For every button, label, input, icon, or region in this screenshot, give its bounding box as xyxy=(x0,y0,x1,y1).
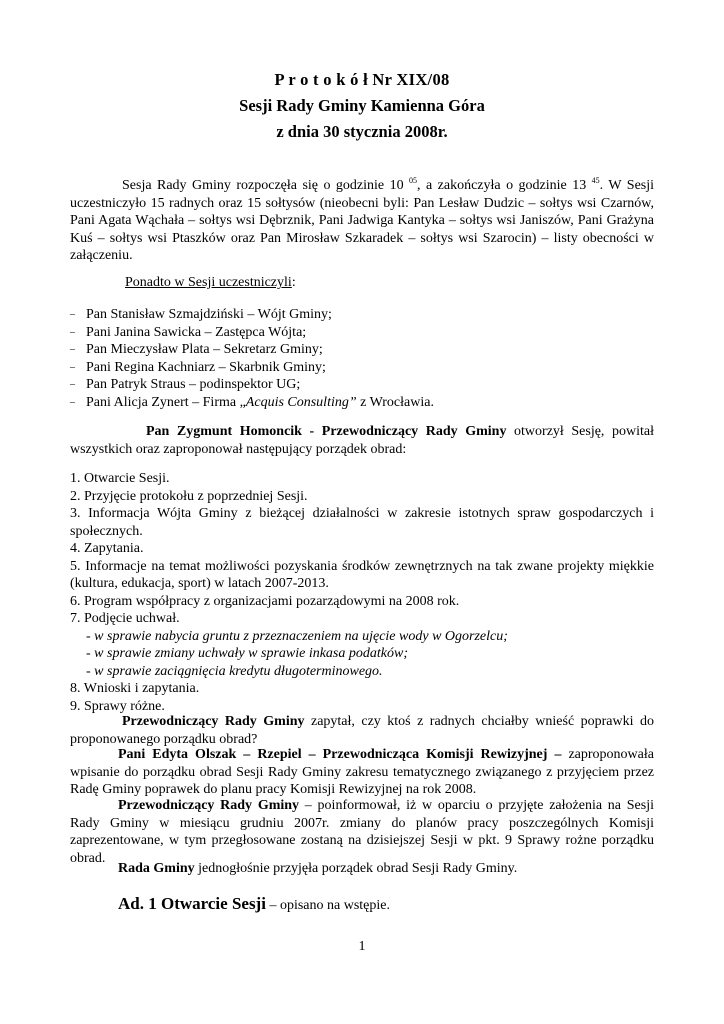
discussion-paragraph: Przewodniczący Rady Gminy – poinformował, iż w oparciu o przyjęte założenia na Sesji Rady Gminy w miesiącu grudniu 2007r. zmiany do planów pracy poszczególnych Komisji zaprezentowane, w tym przegłosowane zostaną na dzisiejszej Sesji w pkt. 9 Sprawy rożne porządku obrad. xyxy=(70,798,654,866)
session-title: Sesji Rady Gminy Kamienna Góra xyxy=(239,96,485,115)
participant-item: – Pani Alicja Zynert – Firma „Acquis Consulting” z Wrocławia. xyxy=(70,394,434,410)
intro-paragraph: Sesja Rady Gminy rozpoczęła się o godzinie 10 $^{05}$, a zakończyła o godzinie 13 $^{45}$. W Sesji uczestniczyło 15 radnych oraz 15 sołtysów (nieobecni byli: Pan Lesław Dudzic – sołtys wsi Czarnów, Pani Agata Wąchała – sołtys wsi Dębrznik, Pani Jadwiga Kantyka – sołtys wsi Janiszów, Pani Grażyna Kuś – sołtys wsi Ptaszków oraz Pan Mirosław Szkaradek – sołtys wsi Szarocin) – listy obecności w załączeniu. xyxy=(70,176,655,263)
participant-item: – Pan Mieczysław Plata – Sekretarz Gminy; xyxy=(70,342,323,357)
agenda-item: 7. Podjęcie uchwał. xyxy=(70,611,180,626)
discussion-paragraph: Rada Gminy jednogłośnie przyjęła porządek obrad Sesji Rady Gminy. xyxy=(118,861,518,876)
protocol-title: P r o t o k ó ł Nr XIX/08 xyxy=(274,70,450,89)
participant-item: – Pan Patryk Straus – podinspektor UG; xyxy=(70,377,301,392)
agenda-item: 4. Zapytania. xyxy=(70,541,144,556)
opening-paragraph: Pan Zygmunt Homoncik - Przewodniczący Rady Gminy otworzył Sesję, powitał wszystkich oraz zaproponował następujący porządek obrad: xyxy=(70,424,654,457)
section-ad1: Ad. 1 Otwarcie Sesji – opisano na wstępie. xyxy=(118,894,390,913)
agenda-item: 5. Informacje na temat możliwości pozyskania środków zewnętrznych na tak zwane projekty miękkie (kultura, edukacja, sport) w latach 2007-2013. xyxy=(70,558,654,591)
page-number: 1 xyxy=(358,939,366,954)
participant-item: – Pan Stanisław Szmajdziński – Wójt Gminy; xyxy=(70,307,332,322)
agenda-item: 1. Otwarcie Sesji. xyxy=(70,471,170,486)
participants-heading: Ponadto w Sesji uczestniczyli: xyxy=(125,275,296,290)
agenda-subitem: - w sprawie zaciągnięcia kredytu długoterminowego. xyxy=(86,663,383,679)
agenda-item: 6. Program współpracy z organizacjami pozarządowymi na 2008 rok. xyxy=(70,593,460,609)
agenda-item: 3. Informacja Wójta Gminy z bieżącej działalności w zakresie istotnych spraw gospodarczych i społecznych. xyxy=(70,506,654,539)
participant-item: – Pani Regina Kachniarz – Skarbnik Gminy; xyxy=(70,359,326,375)
agenda-item: 2. Przyjęcie protokołu z poprzedniej Sesji. xyxy=(70,488,308,504)
agenda-subitem: - w sprawie zmiany uchwały w sprawie inkasa podatków; xyxy=(86,646,408,661)
agenda-item: 8. Wnioski i zapytania. xyxy=(70,681,200,696)
agenda-subitem: - w sprawie nabycia gruntu z przeznaczeniem na ujęcie wody w Ogorzelcu; xyxy=(86,628,508,644)
discussion-paragraph: Pani Edyta Olszak – Rzepiel – Przewodnicząca Komisji Rewizyjnej – zaproponowała wpisanie do porządku obrad Sesji Rady Gminy zakresu tematycznego związanego z przyjęciem przez Radę Gminy poprawek do planu pracy Komisji Rewizyjnej na rok 2008. xyxy=(70,747,654,797)
session-date: z dnia 30 stycznia 2008r. xyxy=(276,122,448,141)
participant-item: – Pani Janina Sawicka – Zastępca Wójta; xyxy=(70,324,307,340)
agenda-item: 9. Sprawy różne. xyxy=(70,698,165,714)
discussion-paragraph: Przewodniczący Rady Gminy zapytał, czy ktoś z radnych chciałby wnieść poprawki do proponowanego porządku obrad? xyxy=(70,714,654,747)
